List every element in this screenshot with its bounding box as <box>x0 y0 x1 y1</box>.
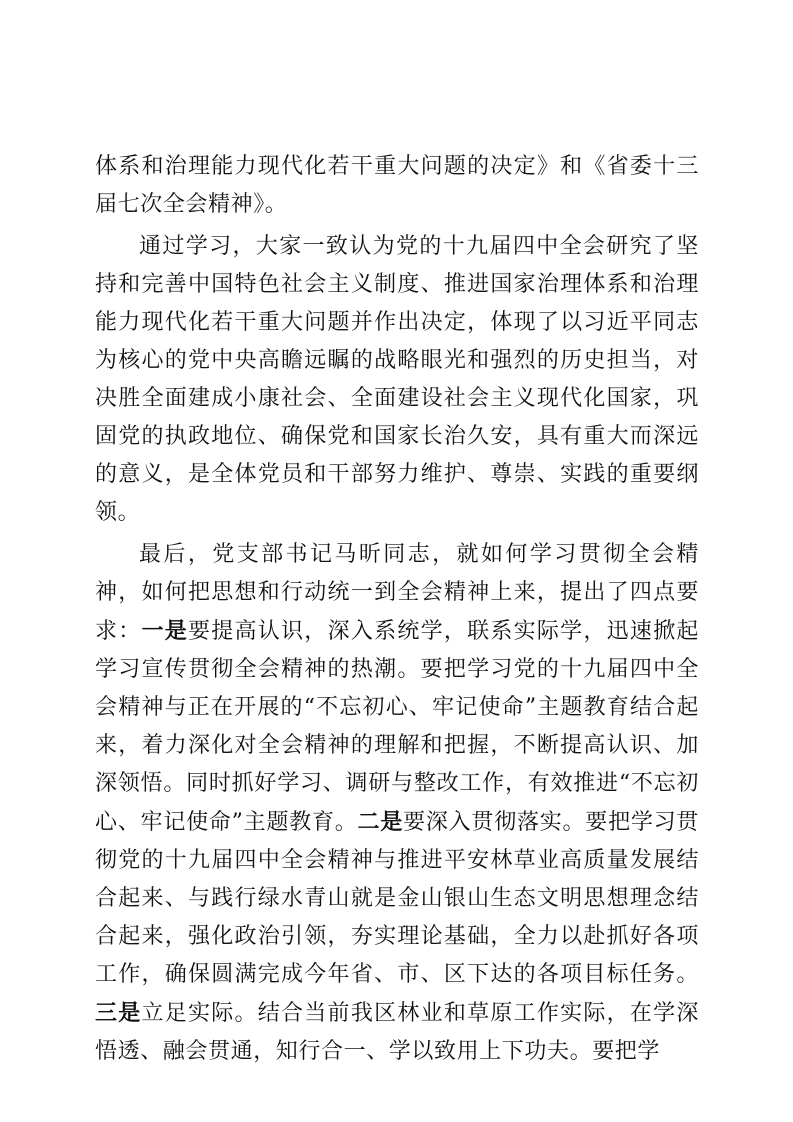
point-3-label: 三是 <box>95 1000 142 1026</box>
point-1-label: 一是 <box>141 618 189 644</box>
document-body <box>95 148 699 1071</box>
point-2-text: 要深入贯彻落实。要把学习贯彻党的十九届四中全会精神与推进平安林草业高质量发展结合起来、与践行绿水青山就是金山银山生态文明思想理念结合起来，强化政治引领，夯实理论基础，全力以赴抓好各项工作，确保圆满完成今年省、市、区下达的各项目标任务。 <box>95 810 700 987</box>
paragraph-continuation: 体系和治理能力现代化若干重大问题的决定》和《省委十三届七次全会精神》。 <box>95 154 699 217</box>
point-3-text: 立足实际。结合当前我区林业和草原工作实际，在学深悟透、融会贯通，知行合一、学以致用上下功夫。要把学 <box>95 1001 699 1064</box>
requirements-intro: 最后，党支部书记马昕同志，就如何学习贯彻全会精神，如何把思想和行动统一到全会精神上来，提出了四点要求： <box>95 542 699 644</box>
paragraph-study-consensus: 通过学习，大家一致认为党的十九届四中全会研究了坚持和完善中国特色社会主义制度、推进国家治理体系和治理能力现代化若干重大问题并作出决定，体现了以习近平同志为核心的党中央高瞻远瞩的战略眼光和强烈的历史担当，对决胜全面建成小康社会、全面建设社会主义现代化国家，巩固党的执政地位、确保党和国家长治久安，具有重大而深远的意义，是全体党员和干部努力维护、尊崇、实践的重要纲领。 <box>95 234 699 525</box>
point-2-label: 二是 <box>357 809 404 835</box>
point-1-text: 要提高认识，深入系统学，联系实际学，迅速掀起学习宣传贯彻全会精神的热潮。要把学习党的十九届四中全会精神与正在开展的“不忘初心、牢记使命”主题教育结合起来，着力深化对全会精神的理解和把握，不断提高认识、加深领悟。同时抓好学习、调研与整改工作，有效推进“不忘初心、牢记使命”主题教育。 <box>95 619 700 835</box>
paragraph-four-requirements <box>95 536 699 1071</box>
